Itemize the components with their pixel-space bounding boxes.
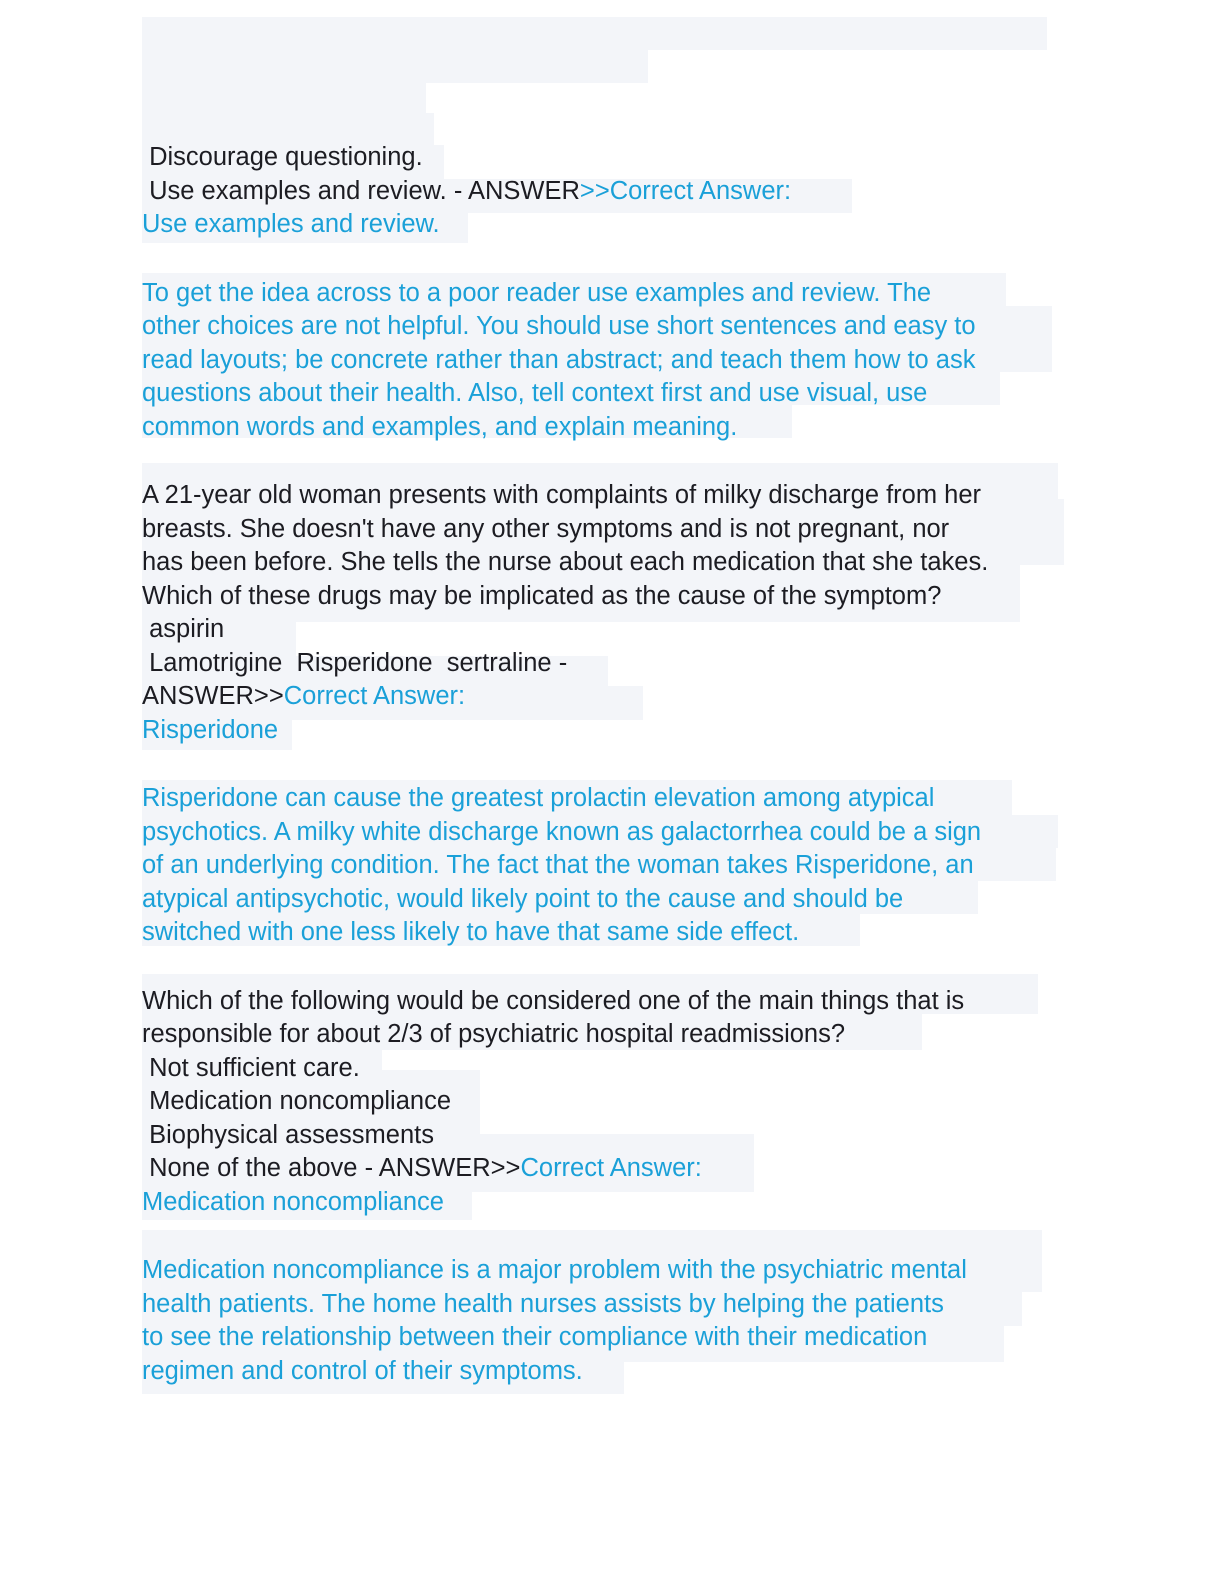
option-text: Use examples and review. - ANSWER [142, 176, 580, 205]
explanation-line: health patients. The home health nurses assists by helping the patients [142, 1289, 944, 1318]
question-line: A 21-year old woman presents with complaints of milky discharge from her [142, 481, 982, 509]
answer-line [142, 680, 1072, 714]
question-line: has been before. She tells the nurse about each medication that she takes. [142, 548, 989, 576]
explanation-line: switched with one less likely to have that same side effect. [142, 918, 800, 946]
option-line: Lamotrigine Risperidone sertraline - [142, 648, 568, 677]
paragraph-gap [142, 1219, 1072, 1254]
correct-answer-label: Correct Answer: [283, 682, 466, 710]
correct-answer: Medication noncompliance [142, 1187, 444, 1216]
explanation-line: read layouts; be concrete rather than abstract; and teach them how to ask [142, 345, 976, 374]
document-body [142, 141, 1072, 1388]
correct-answer: Risperidone [142, 715, 279, 744]
explanation-line: psychotics. A milky white discharge known as galactorrhea could be a sign [142, 817, 982, 846]
explanation-line: To get the idea across to a poor reader use examples and review. The [142, 278, 932, 307]
option-text: None of the above - ANSWER>> [142, 1154, 521, 1182]
question-line: responsible for about 2/3 of psychiatric hospital readmissions? [142, 1020, 846, 1048]
explanation-line: questions about their health. Also, tell context first and use visual, use [142, 379, 928, 407]
option-line: Discourage questioning. [142, 143, 423, 171]
answer-prefix: ANSWER>> [142, 682, 284, 710]
explanation-line: of an underlying condition. The fact that the woman takes Risperidone, an [142, 851, 974, 879]
correct-answer: Use examples and review. [142, 210, 440, 238]
option-line: Medication noncompliance [142, 1087, 452, 1115]
question-line: Which of these drugs may be implicated as the cause of the symptom? [142, 581, 942, 610]
option-line: Not sufficient care. [142, 1053, 360, 1082]
question-block-3 [142, 985, 1072, 1389]
question-block-1 [142, 141, 1072, 444]
highlight-block [142, 83, 426, 113]
explanation-line: Risperidone can cause the greatest prolactin elevation among atypical [142, 784, 935, 812]
correct-answer-label: >>Correct Answer: [579, 176, 792, 205]
option-line: Biophysical assessments [142, 1120, 434, 1149]
option-line: aspirin [142, 615, 225, 643]
highlight-block [142, 50, 648, 83]
paragraph-gap [142, 747, 1072, 782]
question-line: Which of the following would be considered one of the main things that is [142, 986, 965, 1015]
explanation-line: regimen and control of their symptoms. [142, 1356, 583, 1385]
correct-answer-label: Correct Answer: [520, 1154, 702, 1182]
explanation-line: to see the relationship between their compliance with their medication [142, 1323, 928, 1351]
option-line [142, 175, 1072, 209]
highlight-block [142, 17, 1047, 50]
question-line: breasts. She doesn't have any other symptoms and is not pregnant, nor [142, 514, 950, 543]
paragraph-gap [142, 444, 1072, 479]
paragraph-gap [142, 242, 1072, 277]
explanation-line: common words and examples, and explain meaning. [142, 412, 738, 441]
explanation-line: Medication noncompliance is a major problem with the psychiatric mental [142, 1256, 967, 1284]
explanation-line: atypical antipsychotic, would likely point to the cause and should be [142, 884, 904, 913]
explanation-line: other choices are not helpful. You should use short sentences and easy to [142, 312, 976, 340]
paragraph-gap [142, 950, 1072, 985]
option-line [142, 1152, 1072, 1186]
question-block-2 [142, 479, 1072, 950]
